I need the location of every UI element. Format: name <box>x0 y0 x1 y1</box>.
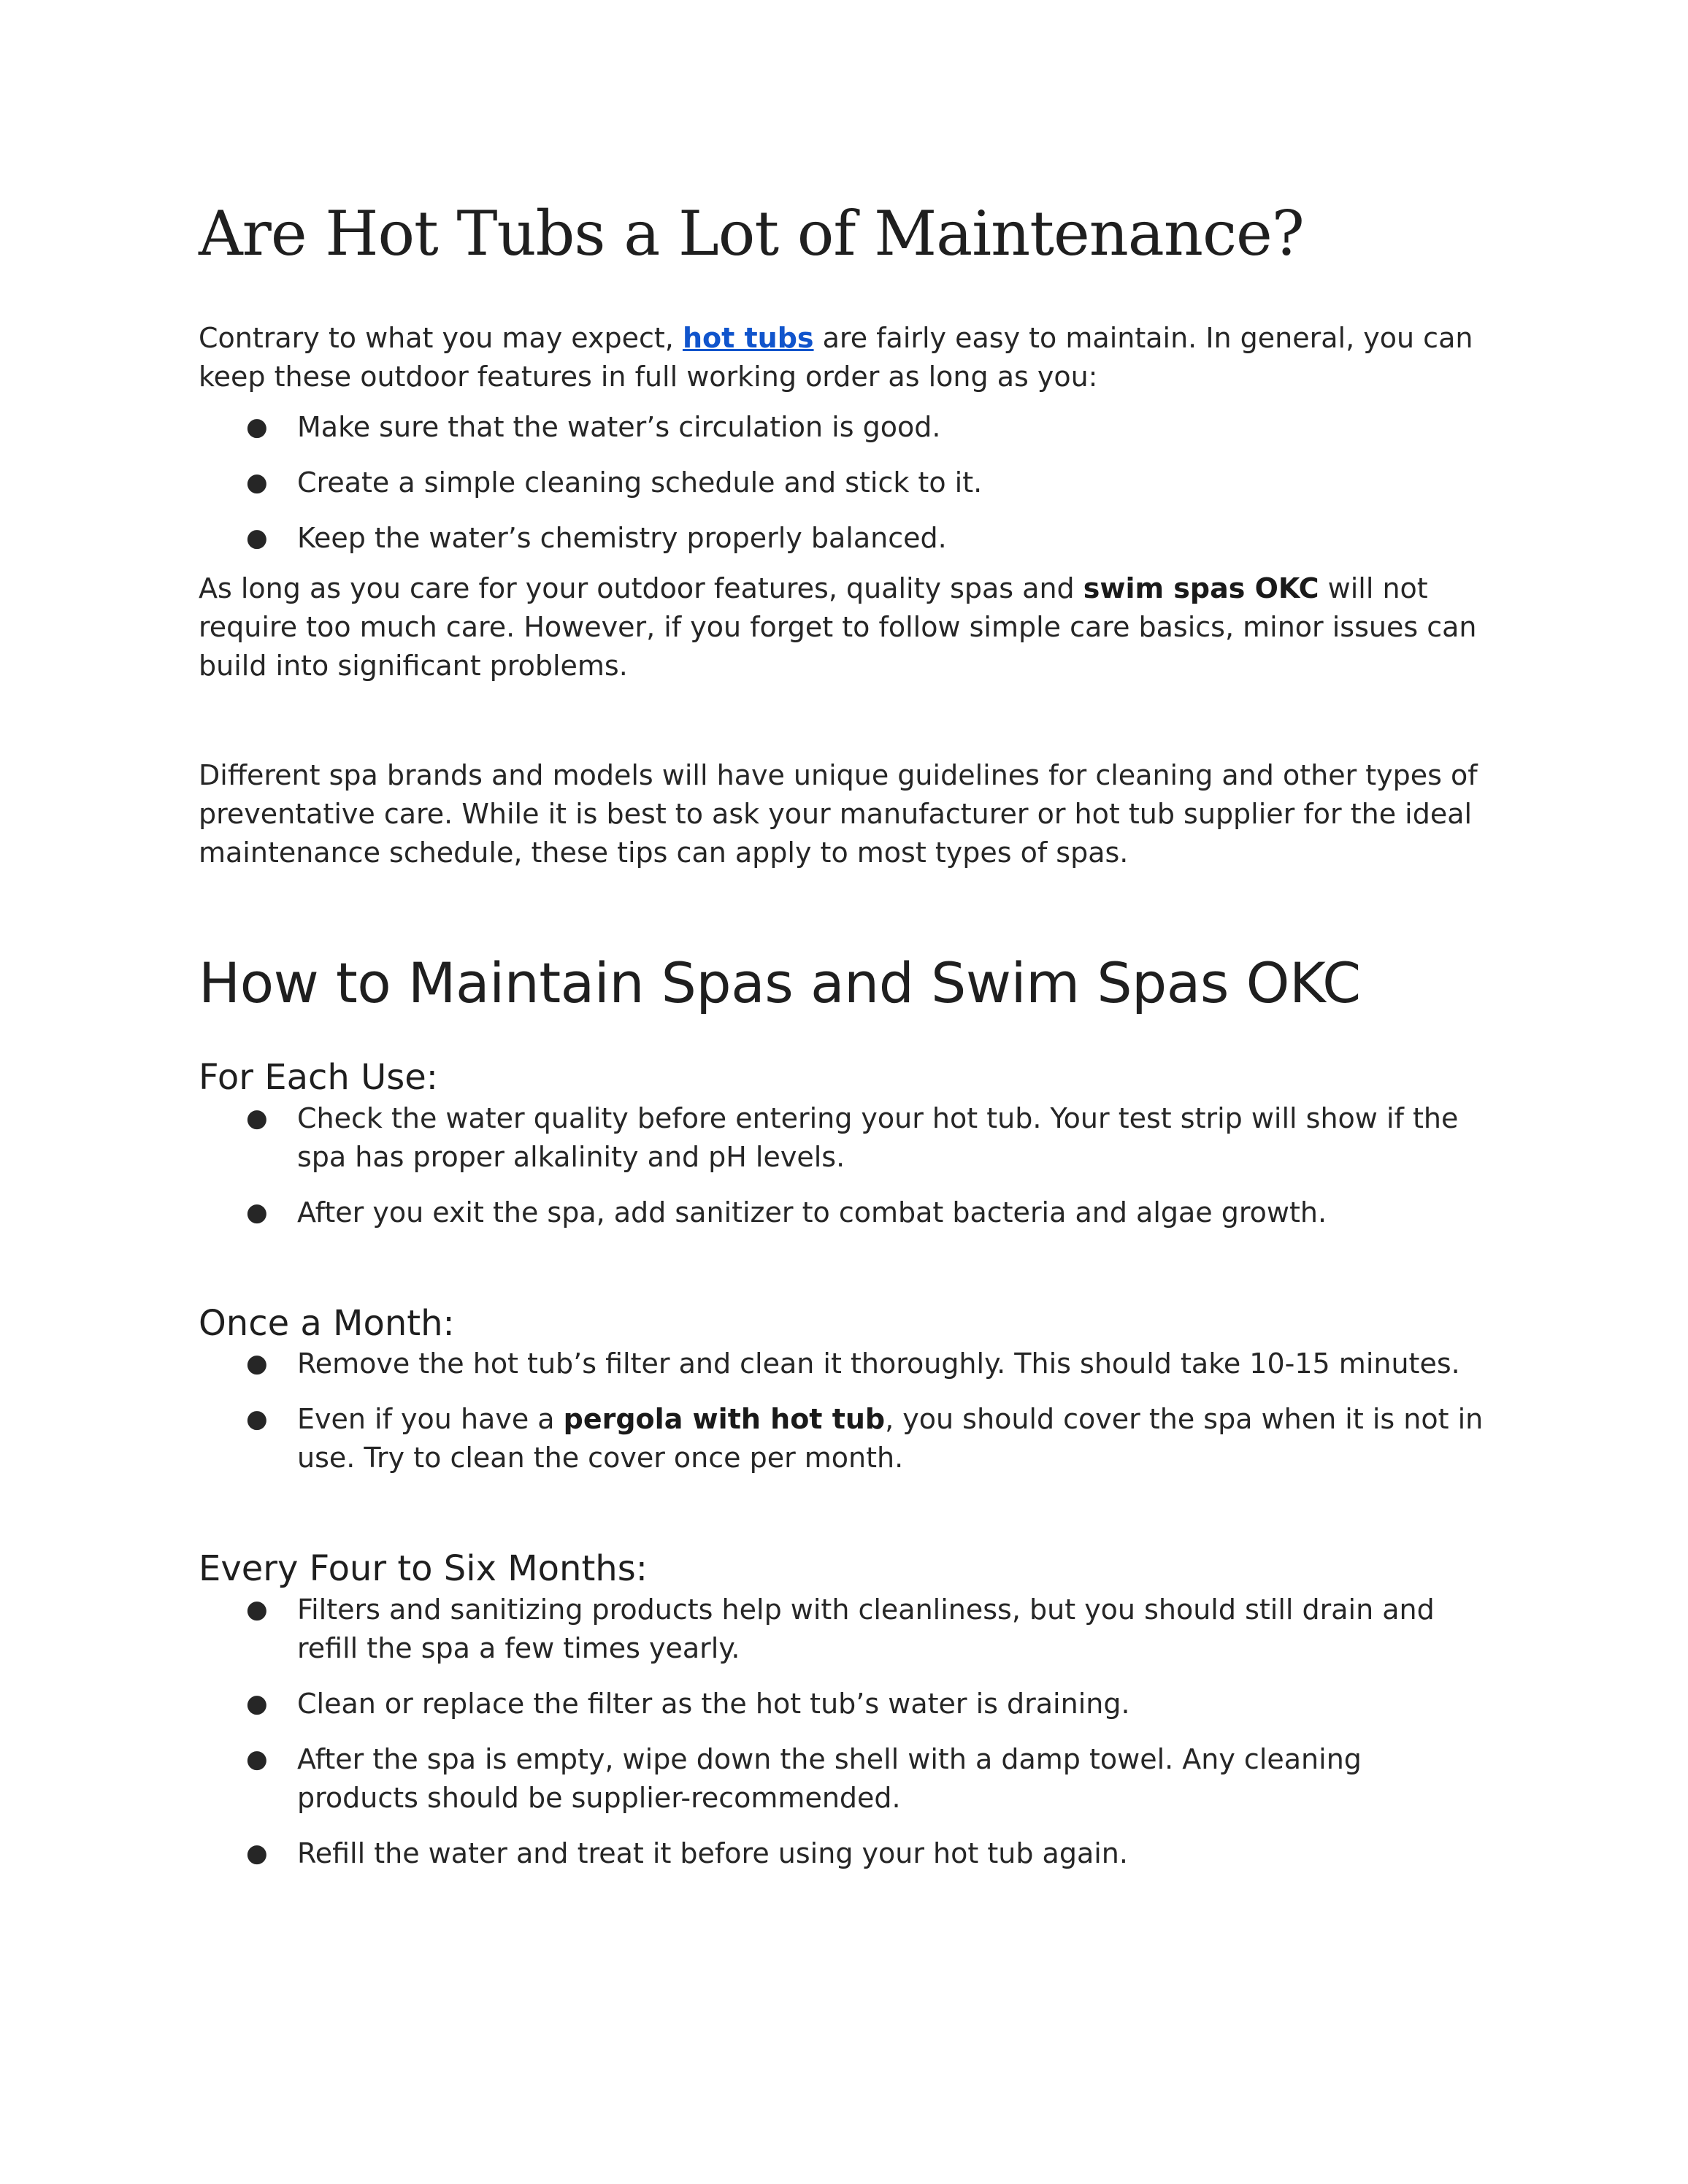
bullet-icon: ● <box>246 467 268 497</box>
list-item-text: Refill the water and treat it before using your hot tub again. <box>297 1837 1128 1869</box>
list-item-text: Filters and sanitizing products help with cleanliness, but you should still drain and refill the spa a few times yearly. <box>297 1593 1435 1664</box>
section-title: How to Maintain Spas and Swim Spas OKC <box>199 950 1361 1015</box>
document-page <box>199 197 1491 1873</box>
list-item-text: Create a simple cleaning schedule and stick to it. <box>297 466 983 499</box>
pergola-with-hot-tub-bold: pergola with hot tub <box>563 1403 886 1436</box>
for-each-use-heading: For Each Use: <box>199 1056 438 1098</box>
list-item <box>199 1400 1491 1477</box>
care-paragraph <box>199 569 1491 685</box>
for-each-use-list <box>199 1099 1491 1232</box>
four-to-six-months-list <box>199 1591 1491 1873</box>
bullet-icon: ● <box>246 1744 268 1774</box>
bullet-icon: ● <box>246 1103 268 1133</box>
list-item-text-after: , you should cover the spa when it is not in use. Try to clean the cover once per month. <box>297 1403 1484 1474</box>
bullet-icon: ● <box>246 412 268 442</box>
four-to-six-months-heading: Every Four to Six Months: <box>199 1548 648 1590</box>
list-item-text: After you exit the spa, add sanitizer to combat bacteria and algae growth. <box>297 1196 1327 1228</box>
list-item <box>199 464 1491 502</box>
swim-spas-okc-bold: swim spas OKC <box>1083 572 1319 604</box>
care-text-after: will not require too much care. However, if you forget to follow simple care basics, minor issues can build into significant problems. <box>199 572 1477 682</box>
intro-paragraph <box>199 319 1491 396</box>
bullet-icon: ● <box>246 1688 268 1718</box>
hot-tubs-link[interactable]: hot tubs <box>682 321 814 354</box>
list-item <box>199 408 1491 447</box>
list-item <box>199 1591 1491 1668</box>
list-item-text: Remove the hot tub’s filter and clean it thoroughly. This should take 10-15 minutes. <box>297 1347 1460 1380</box>
list-item <box>199 519 1491 558</box>
list-item <box>199 1193 1491 1232</box>
list-item-text-before: Even if you have a <box>297 1403 564 1436</box>
bullet-icon: ● <box>246 1349 268 1379</box>
bullet-icon: ● <box>246 523 268 553</box>
list-item <box>199 1834 1491 1873</box>
intro-bullet-list <box>199 408 1491 558</box>
list-item-text: Check the water quality before entering your hot tub. Your test strip will show if the spa has proper alkalinity and pH levels. <box>297 1101 1459 1173</box>
care-text-before: As long as you care for your outdoor features, quality spas and <box>199 572 1083 604</box>
bullet-icon: ● <box>246 1594 268 1624</box>
list-item <box>199 1740 1491 1818</box>
list-item-text: Make sure that the water’s circulation is good. <box>297 410 941 443</box>
page-title: Are Hot Tubs a Lot of Maintenance? <box>199 198 1304 269</box>
list-item <box>199 1099 1491 1177</box>
list-item <box>199 1685 1491 1723</box>
list-item <box>199 1345 1491 1383</box>
intro-text-before: Contrary to what you may expect, <box>199 321 683 354</box>
list-item-text: Keep the water’s chemistry properly balanced. <box>297 521 947 554</box>
once-a-month-heading: Once a Month: <box>199 1302 455 1344</box>
guidelines-paragraph: Different spa brands and models will have unique guidelines for cleaning and other types of preventative care. While it is best to ask your manufacturer or hot tub supplier for the ideal maintenance schedule, these tips can apply to most types of spas. <box>199 758 1478 869</box>
bullet-icon: ● <box>246 1404 268 1434</box>
bullet-icon: ● <box>246 1197 268 1227</box>
list-item-text: Clean or replace the filter as the hot tub’s water is draining. <box>297 1687 1130 1720</box>
once-a-month-list <box>199 1345 1491 1477</box>
bullet-icon: ● <box>246 1838 268 1868</box>
intro-text-after: are fairly easy to maintain. In general, you can keep these outdoor features in full working order as long as you: <box>199 321 1473 393</box>
list-item-text: After the spa is empty, wipe down the shell with a damp towel. Any cleaning products should be supplier-recommended. <box>297 1742 1362 1814</box>
